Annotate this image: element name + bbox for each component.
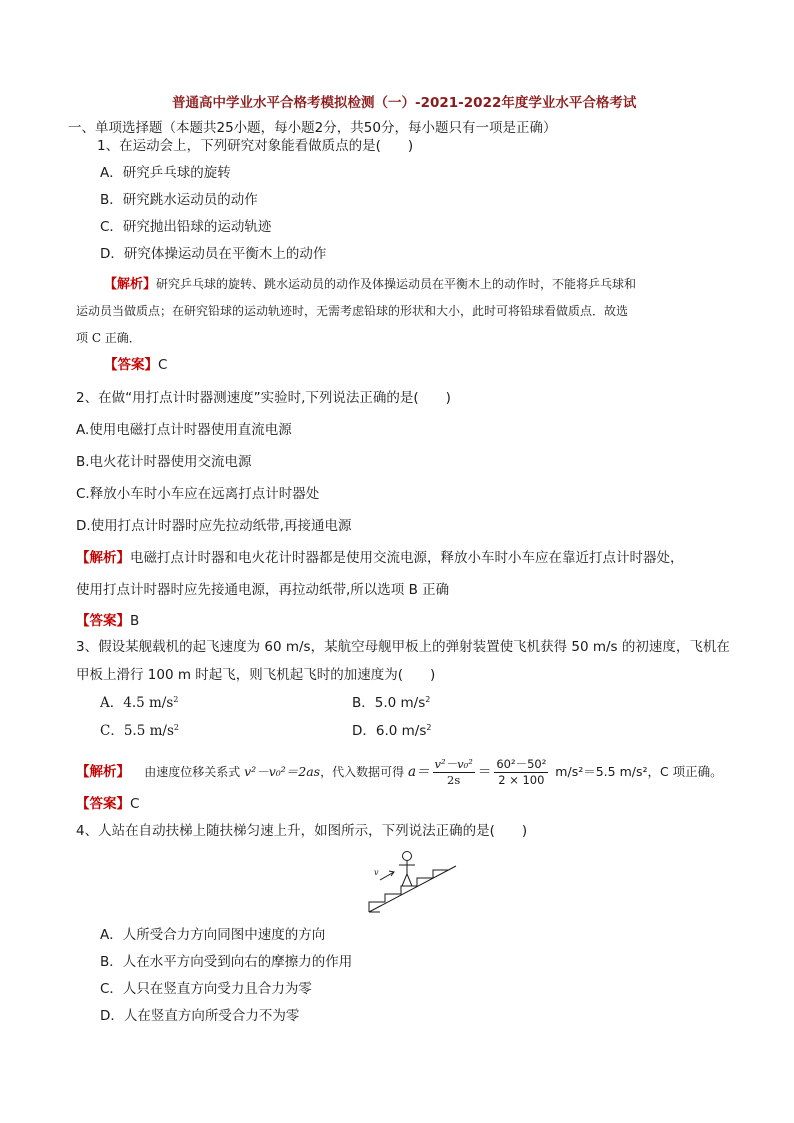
q3-equals: ＝ xyxy=(477,764,492,780)
q3-option-b: B．5.0 $m/s^2$ xyxy=(352,695,431,711)
q4-option-c: C．人只在竖直方向受力且合力为零 xyxy=(100,981,312,997)
q1-option-a: A．研究乒乓球的旋转 xyxy=(100,165,231,181)
q3-analysis-tag: 【解析】 xyxy=(76,764,130,780)
q3-formula-a: a＝ xyxy=(407,764,430,780)
section-heading: 一、单项选择题（本题共25小题，每小题2分，共50分，每小题只有一项是正确） xyxy=(68,120,557,136)
q2-option-c: C.释放小车时小车应在远离打点计时器处 xyxy=(76,486,320,502)
q1-analysis-tag: 【解析】 xyxy=(104,277,157,292)
person-left-leg xyxy=(402,874,407,886)
q1-analysis-line-2: 运动员当做质点；在研究铅球的运动轨迹时，无需考虑铅球的形状和大小，此时可将铅球看做质点．故选 xyxy=(76,304,629,318)
q1-analysis-text-1: 研究乒乓球的旋转、跳水运动员的动作及体操运动员在平衡木上的动作时，不能将乒乓球和 xyxy=(156,277,637,291)
q1-stem: 1、在运动会上，下列研究对象能看做质点的是( ) xyxy=(97,138,414,154)
q1-option-c: C．研究抛出铅球的运动轨迹 xyxy=(100,219,272,235)
q2-stem: 2、在做“用打点计时器测速度”实验时,下列说法正确的是( ) xyxy=(76,390,451,406)
q3-answer-value: C xyxy=(130,796,140,812)
q2-option-a: A.使用电磁打点计时器使用直流电源 xyxy=(76,422,292,438)
q3-analysis xyxy=(76,754,723,790)
person-head xyxy=(403,852,412,861)
q3-option-a: A．4.5 $m/s^2$ xyxy=(100,695,179,711)
q2-option-d: D.使用打点计时器时应先拉动纸带,再接通电源 xyxy=(76,518,352,534)
q2-analysis-line-1 xyxy=(76,549,684,567)
q4-option-b: B．人在水平方向受到向右的摩擦力的作用 xyxy=(100,954,353,970)
q2-analysis-line-2: 使用打点计时器时应先接通电源，再拉动纸带,所以选项 B 正确 xyxy=(76,582,450,598)
q1-answer-value: C xyxy=(158,357,168,373)
q1-analysis-line-3: 项 C 正确． xyxy=(76,331,141,345)
q4-option-a: A．人所受合力方向同图中速度的方向 xyxy=(100,927,326,943)
q3-answer xyxy=(76,795,139,813)
q3-formula-1: v²－v₀²＝2as xyxy=(244,764,321,779)
q3-fraction-2: $\frac{\text{60²－50²}}{2 \times 100}$ xyxy=(496,756,547,787)
q2-answer-value: B xyxy=(130,613,140,629)
q3-stem-line-1: 3、假设某舰载机的起飞速度为 60 m/s，某航空母舰甲板上的弹射装置使飞机获得 50 m/s 的初速度，飞机在 xyxy=(76,639,730,655)
q3-answer-tag: 【答案】 xyxy=(76,796,130,812)
q2-answer-tag: 【答案】 xyxy=(76,613,130,629)
q4-option-d: D．人在竖直方向所受合力不为零 xyxy=(100,1008,300,1024)
q3-analysis-pre: 由速度位移关系式 xyxy=(144,765,245,779)
q2-analysis-text-1: 电磁打点计时器和电火花计时器都是使用交流电源，释放小车时小车应在靠近打点计时器处， xyxy=(130,550,684,566)
q4-stem: 4、人站在自动扶梯上随扶梯匀速上升，如图所示，下列说法正确的是( ) xyxy=(76,823,528,839)
escalator-figure xyxy=(360,844,464,916)
q3-analysis-post: m/s²＝5.5 m/s²，C 项正确。 xyxy=(551,764,723,779)
q1-answer-tag: 【答案】 xyxy=(104,357,158,373)
velocity-label: v xyxy=(374,868,379,877)
q1-option-d: D．研究体操运动员在平衡木上的动作 xyxy=(100,246,327,262)
q1-answer xyxy=(104,356,167,374)
q3-stem-line-2: 甲板上滑行 100 m 时起飞，则飞机起飞时的加速度为( ) xyxy=(76,667,436,683)
escalator-top-rail xyxy=(369,866,456,912)
q3-option-c: C．5.5 $m/s^2$ xyxy=(100,723,179,739)
q2-answer xyxy=(76,612,139,630)
q2-option-b: B.电火花计时器使用交流电源 xyxy=(76,454,252,470)
q2-analysis-tag: 【解析】 xyxy=(76,550,130,566)
q3-analysis-mid: ，代入数据可得 xyxy=(320,765,408,779)
q1-option-b: B．研究跳水运动员的动作 xyxy=(100,192,258,208)
q3-fraction-1: $\frac{\text{v²－v₀²}}{2s}$ xyxy=(434,756,473,787)
page-title: 普通高中学业水平合格考模拟检测（一）-2021-2022年度学业水平合格考试 xyxy=(172,95,637,111)
q3-option-d: D．6.0 $m/s^2$ xyxy=(352,723,432,739)
velocity-arrow xyxy=(380,872,394,880)
person-right-leg xyxy=(407,874,412,886)
q1-analysis-line-1 xyxy=(104,275,636,294)
